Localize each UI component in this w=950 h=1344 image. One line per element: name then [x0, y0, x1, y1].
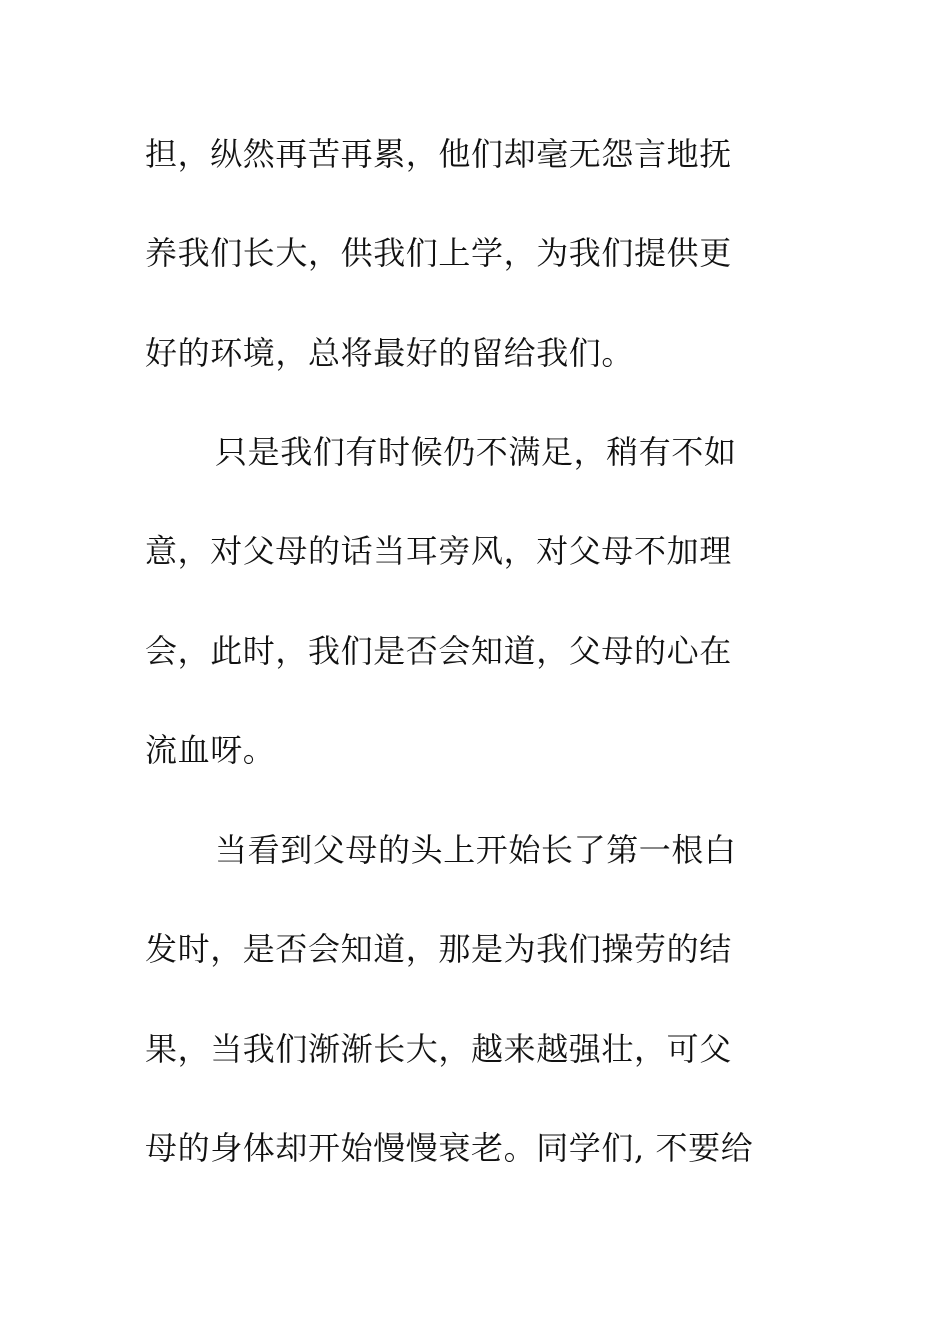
paragraph-first-line: 只是我们有时候仍不满足，稍有不如 — [215, 433, 737, 471]
text-line: 发时，是否会知道，那是为我们操劳的结 — [145, 930, 732, 968]
text-line: 好的环境，总将最好的留给我们。 — [145, 334, 635, 372]
text-line: 流血呀。 — [145, 731, 276, 769]
text-line: 果，当我们渐渐长大，越来越强壮，可父 — [145, 1030, 732, 1068]
text-line: 母的身体却开始慢慢衰老。同学们, 不要给 — [145, 1129, 754, 1167]
text-line: 意，对父母的话当耳旁风，对父母不加理 — [145, 532, 732, 570]
text-line: 养我们长大，供我们上学，为我们提供更 — [145, 234, 732, 272]
text-line: 担，纵然再苦再累，他们却毫无怨言地抚 — [145, 135, 732, 173]
text-line: 会，此时，我们是否会知道，父母的心在 — [145, 632, 732, 670]
paragraph-first-line: 当看到父母的头上开始长了第一根白 — [215, 831, 737, 869]
